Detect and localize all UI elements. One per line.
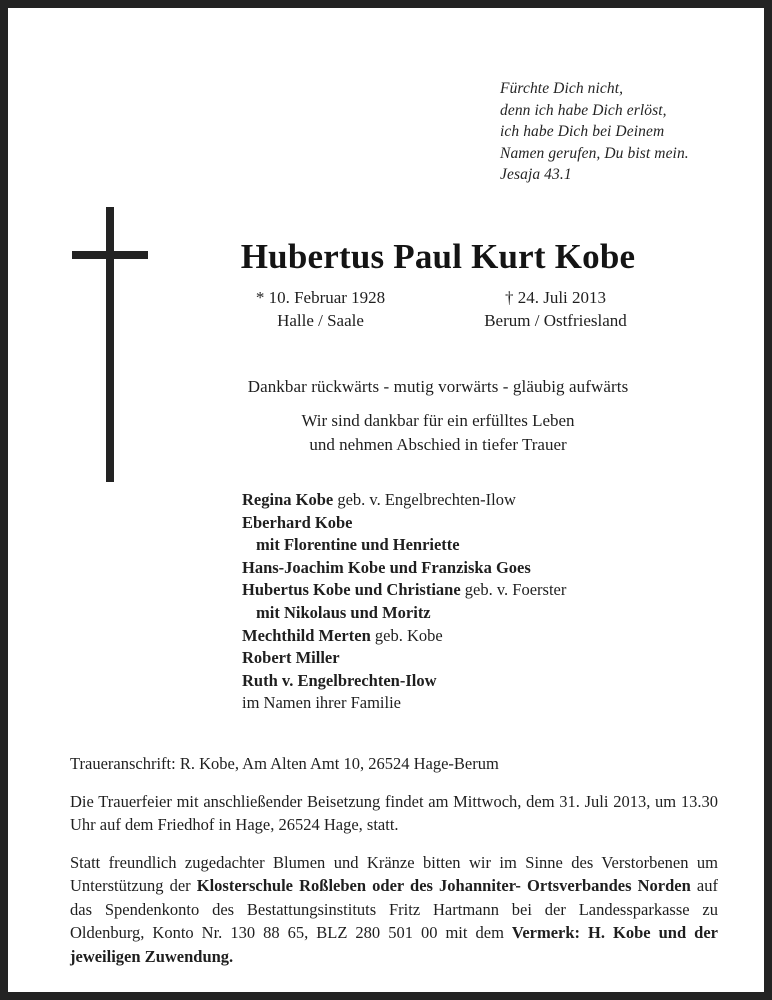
scripture-line-4: Namen gerufen, Du bist mein. — [500, 144, 689, 162]
scripture-reference: Jesaja 43.1 — [500, 166, 572, 183]
life-dates — [168, 286, 708, 332]
motto-block — [168, 375, 708, 457]
family-member-name: Robert Miller — [242, 648, 340, 668]
family-closing: im Namen ihrer Familie — [242, 693, 401, 712]
donation-text-2: auf das Spendenkonto des Bestattungsinstituts Fritz Hartmann bei der Landessparkasse zu Oldenburg, Konto Nr. 130 88 65, BLZ 280 501 00 mit dem — [70, 876, 718, 942]
family-list — [242, 489, 712, 692]
ceremony-details: Die Trauerfeier mit anschließender Beisetzung findet am Mittwoch, dem 31. Juli 2013, um 13.30 Uhr auf dem Friedhof in Hage, 26524 Hage, statt. — [70, 791, 718, 834]
page-inner — [8, 8, 764, 992]
cross-vertical-bar — [106, 207, 114, 482]
family-row — [242, 489, 712, 512]
family-row — [242, 557, 712, 580]
family-member-name: Hans-Joachim Kobe und Franziska Goes — [242, 557, 531, 577]
family-row — [242, 602, 712, 625]
donation-reference-note: Vermerk: H. Kobe und der jeweiligen Zuwendung. — [70, 923, 718, 966]
scripture-line-3: ich habe Dich bei Deinem — [500, 123, 665, 140]
scripture-quote — [500, 78, 750, 186]
birth-date: * 10. Februar 1928 — [255, 288, 386, 307]
deceased-block — [168, 236, 708, 332]
birth-info — [203, 286, 438, 332]
scripture-line-2: denn ich habe Dich erlöst, — [500, 101, 667, 119]
mourning-address: Traueranschrift: R. Kobe, Am Alten Amt 10, 26524 Hage-Berum — [70, 754, 499, 773]
family-member-name: Mechthild Merten — [242, 625, 371, 645]
family-row — [242, 670, 712, 693]
deceased-name: Hubertus Paul Kurt Kobe — [240, 237, 636, 276]
family-member-suffix: geb. v. Engelbrechten-Ilow — [333, 490, 516, 509]
motto-secondary-line-1: Wir sind dankbar für ein erfülltes Leben — [301, 411, 575, 430]
family-member-name: mit Florentine und Henriette — [256, 535, 460, 555]
cross-horizontal-bar — [72, 251, 148, 259]
family-member-suffix: geb. Kobe — [370, 625, 443, 645]
family-member-name: Eberhard Kobe — [242, 512, 353, 532]
family-member-name: Hubertus Kobe und Christiane — [242, 580, 461, 600]
death-date: † 24. Juli 2013 — [504, 288, 607, 307]
family-row — [242, 512, 712, 535]
family-member-suffix: geb. v. Foerster — [460, 580, 567, 600]
birth-place: Halle / Saale — [277, 311, 364, 330]
donation-notice — [70, 851, 718, 969]
donation-text-1: Statt freundlich zugedachter Blumen und Kränze bitten wir im Sinne des Verstorbenen um Unterstützung der — [70, 852, 718, 895]
motto-secondary — [168, 409, 708, 457]
family-member-name: Ruth v. Engelbrechten-Ilow — [242, 670, 437, 690]
footer-block — [70, 752, 718, 968]
family-row — [242, 579, 712, 602]
family-row — [242, 625, 712, 648]
scripture-line-1: Fürchte Dich nicht, — [500, 80, 624, 97]
family-row — [242, 647, 712, 670]
death-place: Berum / Ostfriesland — [484, 311, 627, 330]
cross-icon — [72, 207, 150, 482]
family-member-name: mit Nikolaus und Moritz — [256, 602, 431, 622]
motto-secondary-line-2: und nehmen Abschied in tiefer Trauer — [309, 435, 567, 454]
donation-org-names: Klosterschule Roßleben oder des Johanniter- Ortsverbandes Norden — [196, 876, 691, 895]
death-info — [438, 286, 673, 332]
motto-primary: Dankbar rückwärts - mutig vorwärts - gläubig aufwärts — [247, 377, 629, 396]
family-member-name: Regina Kobe — [242, 490, 334, 509]
family-row — [242, 534, 712, 557]
